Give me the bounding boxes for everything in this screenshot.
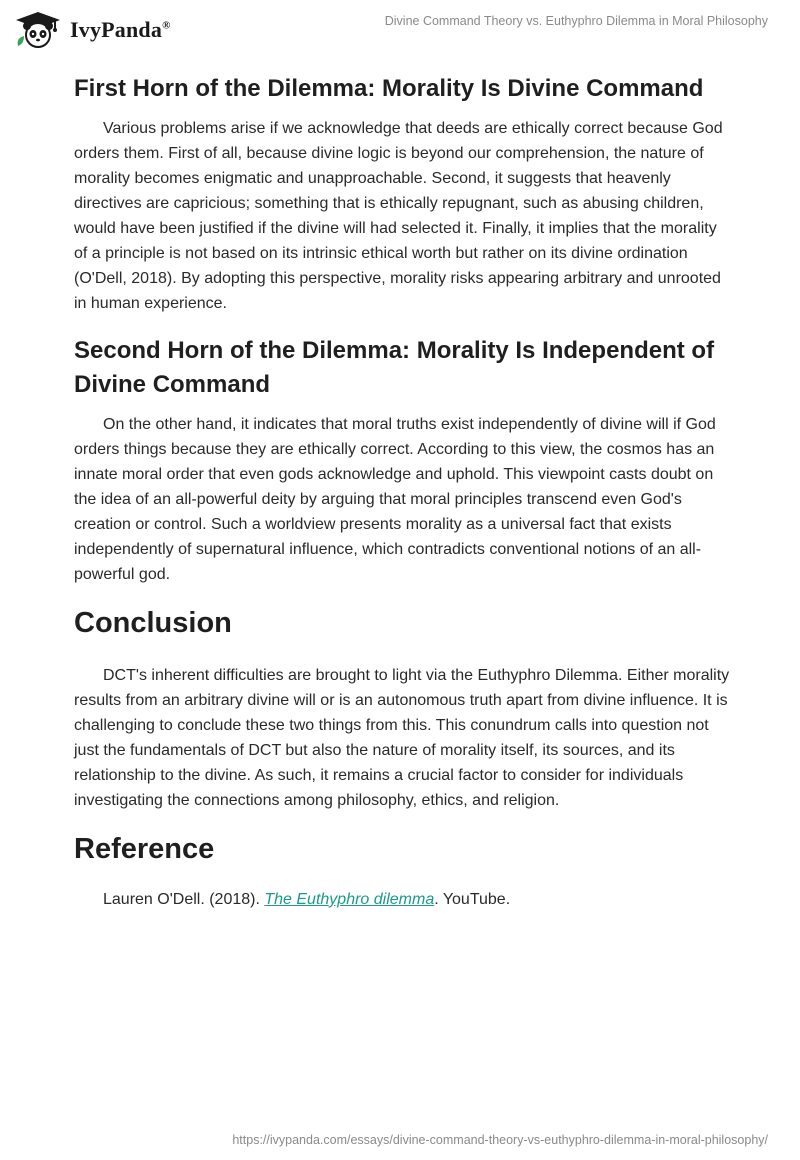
page-header [0, 0, 800, 60]
panda-graduate-icon [14, 10, 62, 50]
reference-link[interactable]: The Euthyphro dilemma [264, 891, 435, 908]
reference-author: Lauren O'Dell. (2018). [103, 891, 265, 908]
section-heading-first-horn: First Horn of the Dilemma: Morality Is Divine Command [74, 75, 704, 102]
ivypanda-logo[interactable] [14, 10, 171, 50]
section-heading-second-horn: Second Horn of the Dilemma: Morality Is Independent of Divine Command [74, 337, 715, 398]
reference-heading: Reference [74, 833, 215, 865]
section-paragraph-second-horn: On the other hand, it indicates that moral truths exist independently of divine will if God orders things because they are ethically correct. According to this view, the cosmos has an innate moral order that even gods acknowledge and uphold. This viewpoint casts doubt on the idea of an all-powerful deity by arguing that moral principles transcend even God's creation or control. Such a worldview presents morality as a universal fact that exists independently of supernatural influence, which contradicts conventional notions of an all-powerful god. [74, 416, 716, 583]
essay-content [74, 72, 734, 930]
conclusion-paragraph: DCT's inherent difficulties are brought to light via the Euthyphro Dilemma. Either morality results from an arbitrary divine will or is an autonomous truth apart from divine influence. It is challenging to conclude these two things from this. This conundrum calls into question not just the fundamentals of DCT but also the nature of morality itself, its sources, and its relationship to the divine. As such, it remains a crucial factor to consider for individuals investigating the connections among philosophy, ethics, and religion. [74, 667, 730, 809]
reference-entry [74, 887, 734, 912]
footer-url[interactable]: https://ivypanda.com/essays/divine-command-theory-vs-euthyphro-dilemma-in-moral-philosophy/ [232, 1133, 768, 1147]
document-title: Divine Command Theory vs. Euthyphro Dilemma in Moral Philosophy [384, 14, 768, 28]
conclusion-heading: Conclusion [74, 607, 232, 639]
section-paragraph-first-horn: Various problems arise if we acknowledge that deeds are ethically correct because God orders them. First of all, because divine logic is beyond our comprehension, the nature of morality becomes enigmatic and unapproachable. Second, it suggests that heavenly directives are capricious; something that is ethically repugnant, such as abusing children, would have been justified if the divine will had selected it. Finally, it implies that the morality of a principle is not based on its intrinsic ethical worth but rather on its divine ordination (O'Dell, 2018). By adopting this perspective, morality risks appearing arbitrary and unrooted in human experience. [74, 120, 723, 312]
brand-name: IvyPanda® [70, 17, 171, 42]
reference-suffix: . YouTube. [434, 891, 511, 908]
